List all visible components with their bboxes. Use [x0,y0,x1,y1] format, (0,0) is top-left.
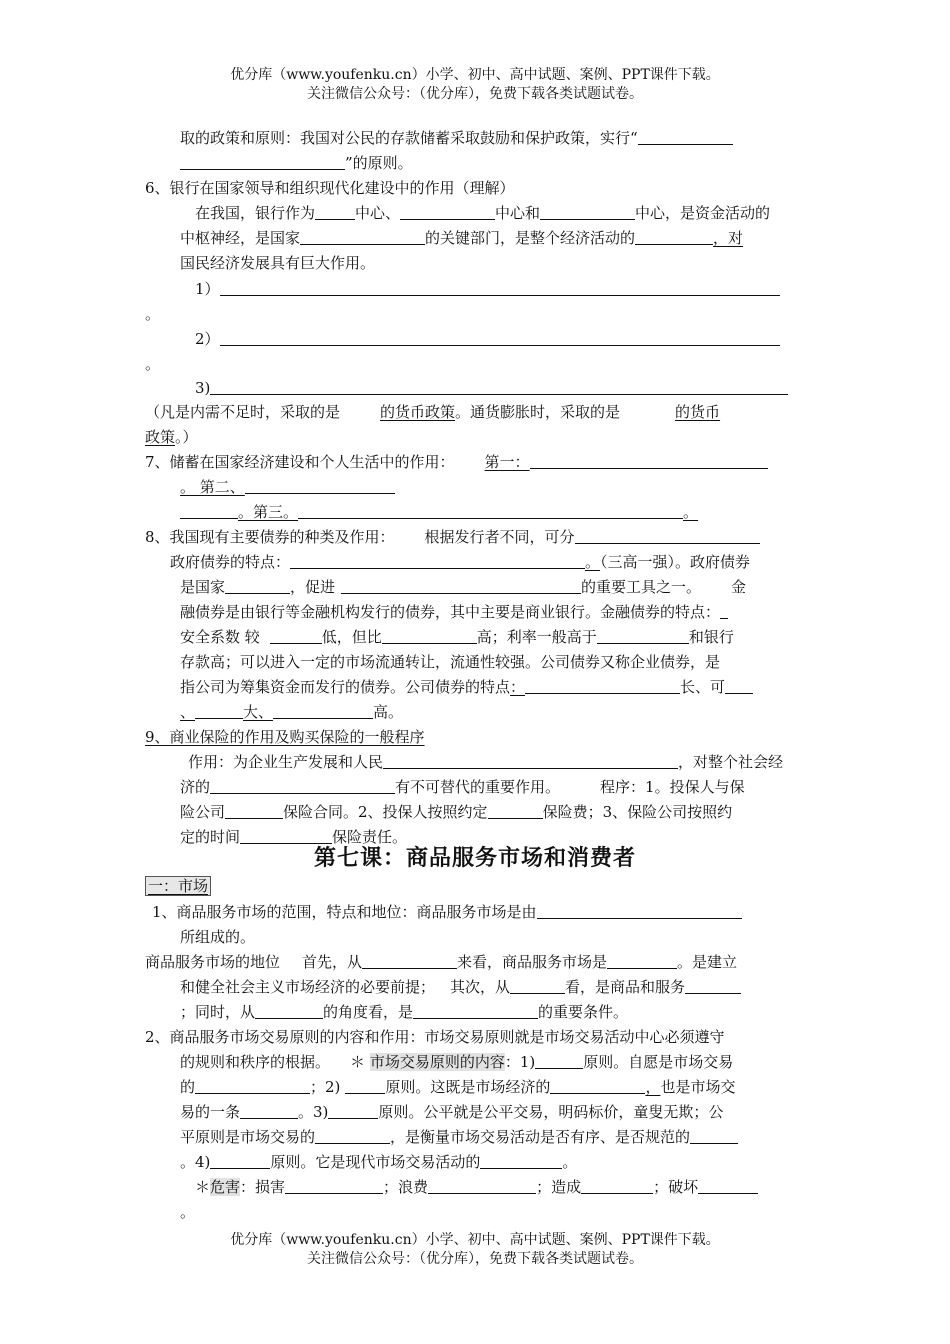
fill-blank[interactable] [328,1103,378,1119]
list-item: 1） [195,279,780,299]
text-line: ；同时，从 的角度看，是 的重要条件。 [180,1003,629,1021]
line-end-period: 。 [145,355,161,373]
text-line: 济的 有不可替代的重要作用。 程序：1。投保人与保 [180,778,745,796]
text-line: 是国家 ，促进 的重要工具之一。 金 [180,578,747,596]
question-heading: 6、银行在国家领导和组织现代化建设中的作用（理解） [145,179,515,197]
text-line: 平原则是市场交易的 ，是衡量市场交易活动是否有序、是否规范的 [180,1127,738,1147]
fill-blank[interactable] [195,1078,310,1094]
fill-blank[interactable] [698,1178,758,1194]
fill-blank[interactable] [300,229,425,245]
fill-blank[interactable] [315,204,355,220]
fill-blank[interactable] [180,154,345,170]
fill-blank[interactable] [345,1078,385,1094]
text-line: ”的原则。 [180,153,413,173]
fill-blank[interactable] [525,678,680,694]
fill-blank[interactable] [220,330,780,346]
fill-blank[interactable] [535,1053,583,1069]
text-line: 所组成的。 [180,928,256,946]
text-line: 定的时间 保险责任。 [180,828,408,846]
text-line: ＊危害：损害 ；浪费 ；造成 ；破坏 [195,1177,758,1197]
fill-blank[interactable] [540,204,635,220]
fill-blank[interactable] [383,753,678,769]
fill-blank[interactable] [400,204,495,220]
text-line: 的规则和秩序的根据。 ＊ 市场交易原则的内容：1) 原则。自愿是市场交易 [180,1053,734,1071]
text-line: 中枢神经，是国家 的关键部门，是整个经济活动的 ，对 [180,229,744,247]
fill-blank[interactable] [581,1178,653,1194]
page-header-line1: 优分库（www.youfenku.cn）小学、初中、高中试题、案例、PPT课件下载。 [230,67,720,83]
fill-blank[interactable] [220,280,780,296]
text-line: 2、商品服务市场交易原则的内容和作用：市场交易原则就是市场交易活动中心必须遵守 [145,1028,725,1046]
fill-blank[interactable] [428,1178,536,1194]
fill-blank[interactable] [210,379,788,395]
text-line: 作用：为企业生产发展和人民 ，对整个社会经 [188,753,784,771]
fill-blank[interactable] [413,1003,538,1019]
fill-blank[interactable] [537,903,742,919]
fill-blank[interactable] [362,953,457,969]
page-footer-line2: 关注微信公众号：（优分库），免费下载各类试题试卷。 [307,1251,643,1267]
text-line: 政策。） [145,428,198,446]
fill-blank[interactable] [480,1153,562,1169]
fill-blank[interactable] [635,229,713,245]
fill-blank[interactable] [273,703,373,719]
fill-blank[interactable] [341,578,581,594]
fill-blank[interactable] [210,778,395,794]
text-line: 的 ；2) 原则。这既是市场经济的 ，也是市场交 [180,1078,736,1096]
fill-blank[interactable] [255,1003,323,1019]
fill-blank[interactable] [298,503,683,519]
fill-blank[interactable] [195,703,243,719]
fill-blank[interactable] [510,978,565,994]
fill-blank[interactable] [720,603,728,619]
line-end-period: 。 [145,305,161,323]
text-line: 。4) 原则。它是现代市场交易活动的 。 [180,1153,578,1171]
text-line: 安全系数 较 低，但比 高；利率一般高于 和银行 [180,628,734,646]
text-line: 。第三。 。 [180,502,698,522]
text-line: 。 第二、 [180,477,395,497]
fill-blank[interactable] [315,1128,390,1144]
text-line: 商品服务市场的地位 首先，从 来看，商品服务市场是 。是建立 [145,953,738,971]
fill-blank[interactable] [607,953,677,969]
text-line: 和健全社会主义市场经济的必要前提； 其次，从 看，是商品和服务 [180,977,741,997]
fill-blank[interactable] [597,628,689,644]
fill-blank[interactable] [210,1153,270,1169]
page-footer-line1: 优分库（www.youfenku.cn）小学、初中、高中试题、案例、PPT课件下载。 [230,1232,720,1248]
fill-blank[interactable] [225,803,283,819]
text-line: 取的政策和原则：我国对公民的存款储蓄采取鼓励和保护政策，实行“ [180,128,733,148]
fill-blank[interactable] [240,828,332,844]
section-heading: 一：市场 [145,876,211,896]
question-heading: 9、商业保险的作用及购买保险的一般程序 [145,728,425,746]
fill-blank[interactable] [530,453,768,469]
text-line: 易的一条 。3) 原则。公平就是公平交易，明码标价，童叟无欺；公 [180,1103,724,1121]
fill-blank[interactable] [240,1103,298,1119]
fill-blank[interactable] [488,803,543,819]
fill-blank[interactable] [575,528,760,544]
text-line: （凡是内需不足时，采取的是 的货币政策。通货膨胀时，采取的是 的货币 [145,403,721,421]
text-line: 、 大、 高。 [180,703,404,721]
fill-blank[interactable] [245,478,395,494]
text-line: 指公司为筹集资金而发行的债券。公司债券的特点： 长、可 [180,677,753,697]
text-line: 1、商品服务市场的范围，特点和地位：商品服务市场是由 [152,902,742,922]
question-heading: 8、我国现有主要债券的种类及作用： 根据发行者不同，可分 [145,527,760,547]
fill-blank[interactable] [690,1128,738,1144]
text-line: 存款高；可以进入一定的市场流通转让，流通性较强。公司债券又称企业债券，是 [180,653,721,671]
list-item: 2） [195,329,780,349]
fill-blank[interactable] [725,678,753,694]
list-item: 3) [195,378,788,398]
text-line: 国民经济发展具有巨大作用。 [180,254,376,272]
fill-blank[interactable] [225,578,290,594]
line-end-period: 。 [180,1203,196,1221]
fill-blank[interactable] [685,978,741,994]
fill-blank[interactable] [638,129,733,145]
fill-blank[interactable] [270,628,322,644]
fill-blank[interactable] [180,503,238,519]
page-header-line2: 关注微信公众号：（优分库），免费下载各类试题试卷。 [307,86,643,102]
question-heading: 7、储蓄在国家经济建设和个人生活中的作用： 第一： [145,452,768,472]
fill-blank[interactable] [290,553,585,569]
fill-blank[interactable] [285,1178,383,1194]
text-line: 政府债券的特点： 。（三高一强）。政府债券 [170,553,751,571]
text-line: 险公司 保险合同。2、投保人按照约定 保险费；3、保险公司按照约 [180,803,733,821]
text-line: 在我国，银行作为 中心、 中心和 中心，是资金活动的 [195,204,771,222]
text-line: 融债券是由银行等金融机构发行的债券，其中主要是商业银行。金融债券的特点： [180,602,728,622]
fill-blank[interactable] [382,628,477,644]
chapter-title: 第七课：商品服务市场和消费者 [313,846,636,871]
fill-blank[interactable] [550,1078,645,1094]
